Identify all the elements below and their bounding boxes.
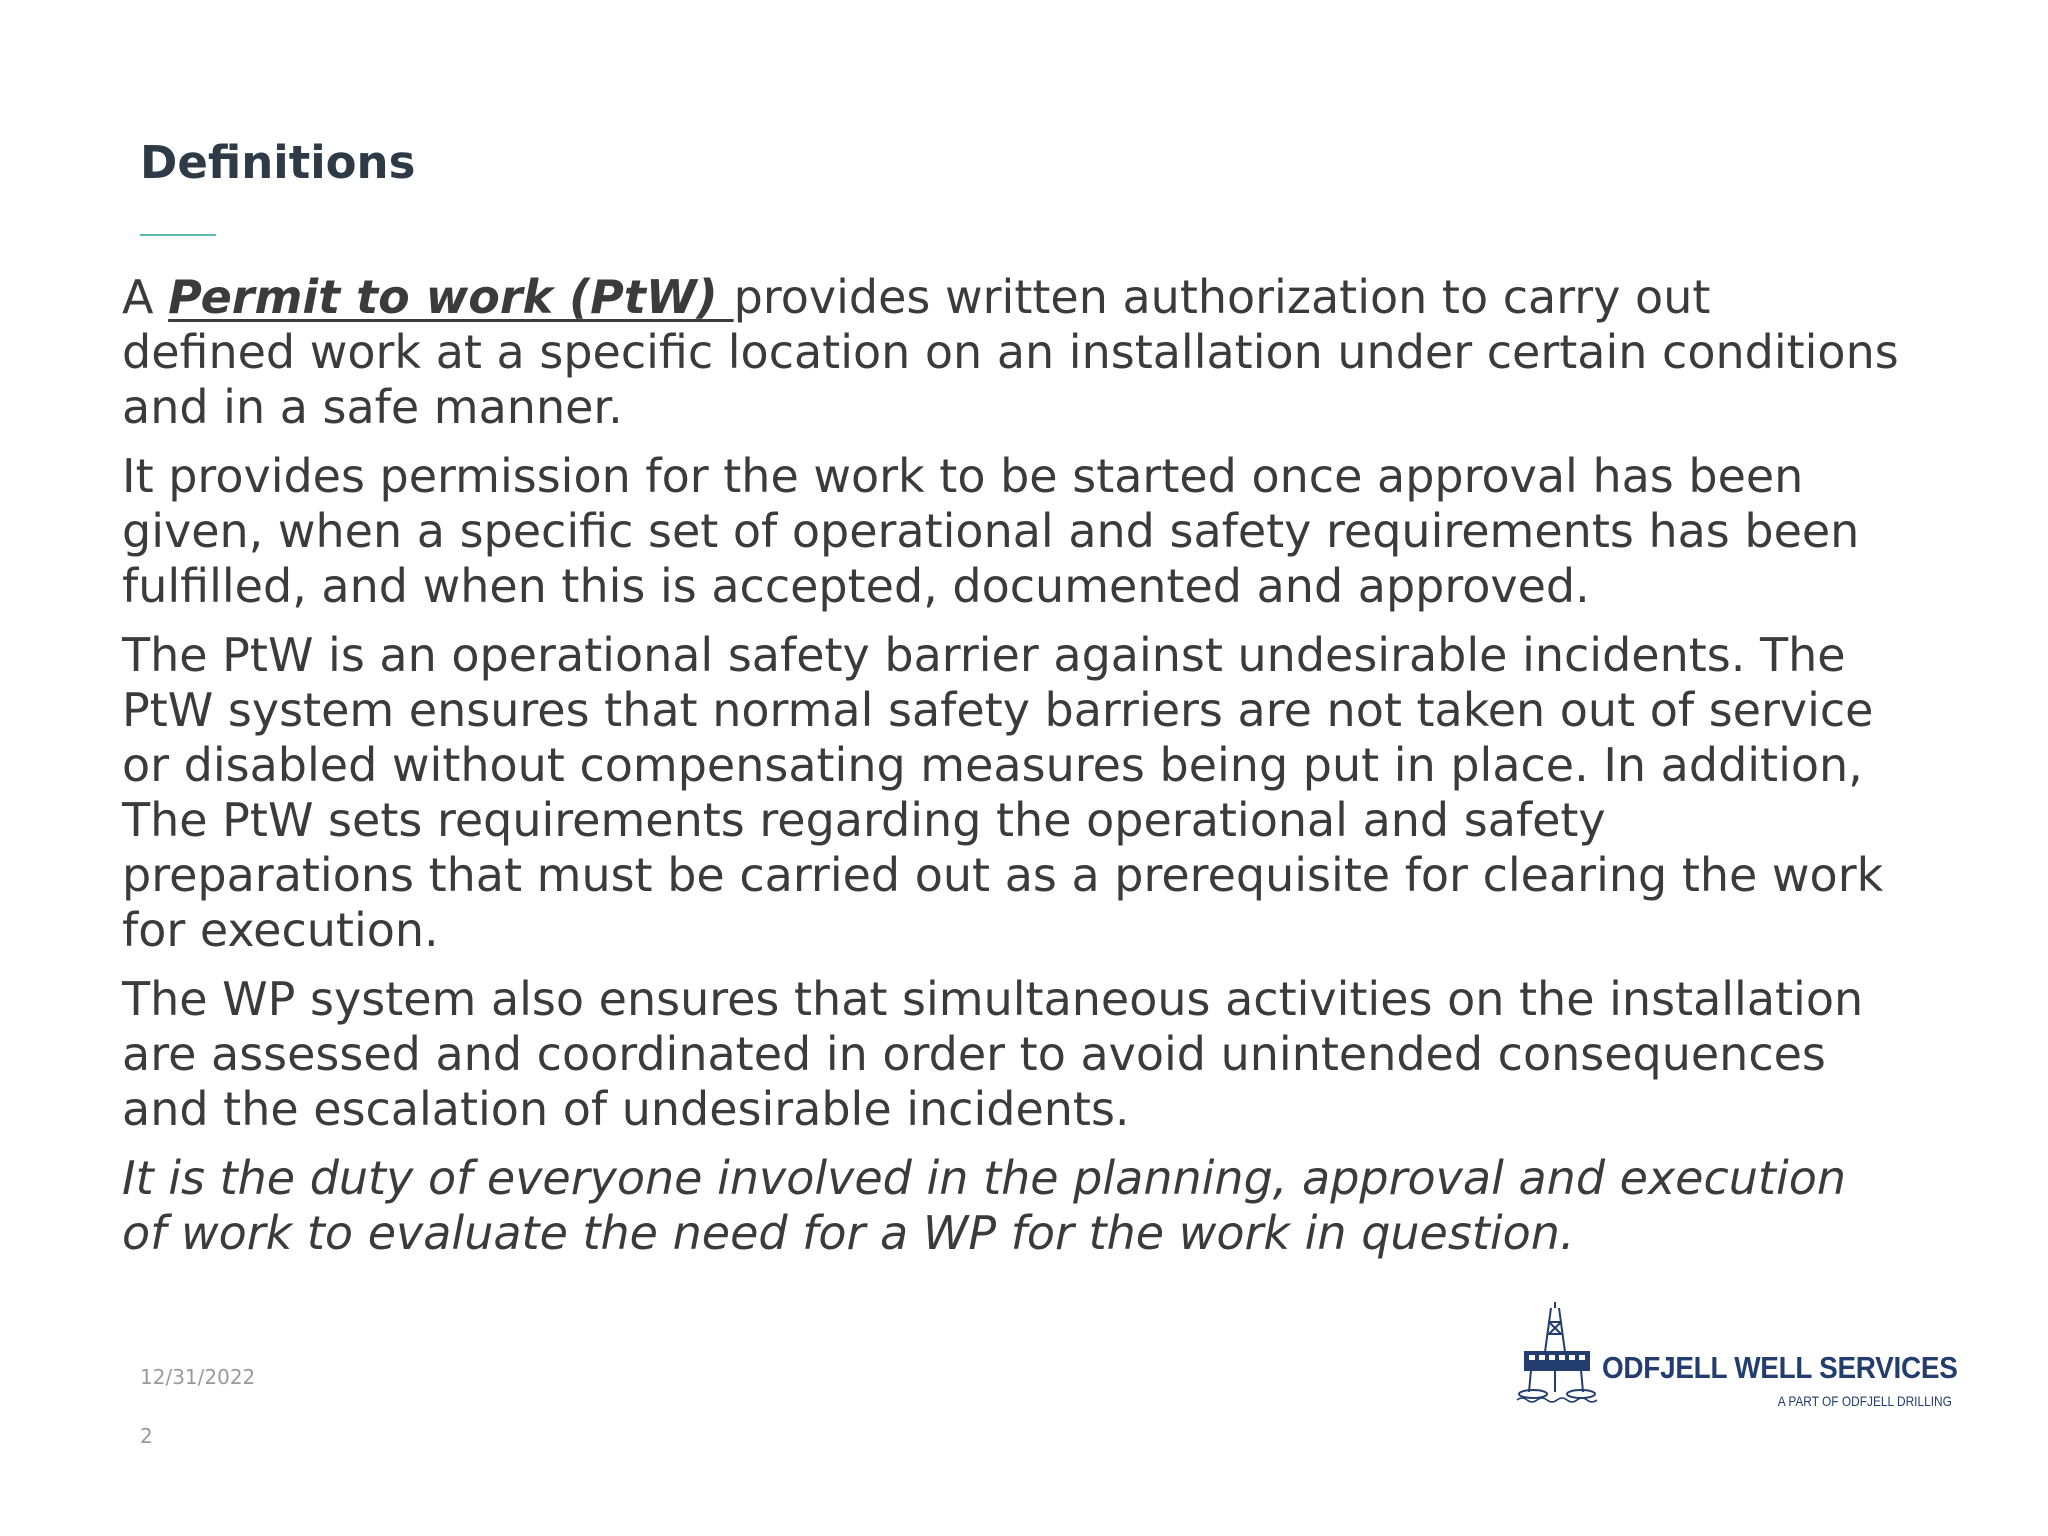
paragraph-ptw-definition — [122, 270, 1962, 435]
slide-date: 12/31/2022 — [140, 1365, 256, 1389]
paragraph-safety-barrier: The PtW is an operational safety barrier against undesirable incidents. The PtW system ensures that normal safety barriers are not taken out of service or disabled without compensating measures being put in place. In addition, The PtW sets requirements regarding the operational and safety preparations that must be carried out as a prerequisite for clearing the work for execution. — [122, 628, 1884, 957]
paragraph-prefix: A — [122, 270, 169, 324]
paragraph-definition-text: provides written authorization to carry out defined work at a specific location on an installation under certain conditions and in a safe manner. — [122, 270, 1899, 434]
logo-tagline: A PART OF ODFJELL DRILLING — [1777, 1393, 1952, 1409]
paragraph-simultaneous-activities: The WP system also ensures that simultaneous activities on the installation are assessed and coordinated in order to avoid unintended consequences and the escalation of undesirable incidents. — [122, 972, 1864, 1136]
slide-body — [122, 270, 1962, 1275]
logo-company-name: ODFJELL WELL SERVICES — [1602, 1350, 1958, 1385]
title-accent-rule — [140, 234, 216, 236]
ptw-term: Permit to work (PtW) — [168, 270, 734, 324]
paragraph-duty: It is the duty of everyone involved in the planning, approval and execution of work to evaluate the need for a WP for the work in question. — [122, 1151, 1847, 1260]
company-logo — [1515, 1300, 1958, 1425]
slide-title: Definitions — [140, 136, 416, 189]
drilling-rig-icon — [1515, 1300, 1600, 1410]
slide-page-number: 2 — [140, 1424, 153, 1448]
paragraph-permission: It provides permission for the work to be started once approval has been given, when a specific set of operational and safety requirements has been fulfilled, and when this is accepted, documented and approved. — [122, 449, 1860, 613]
